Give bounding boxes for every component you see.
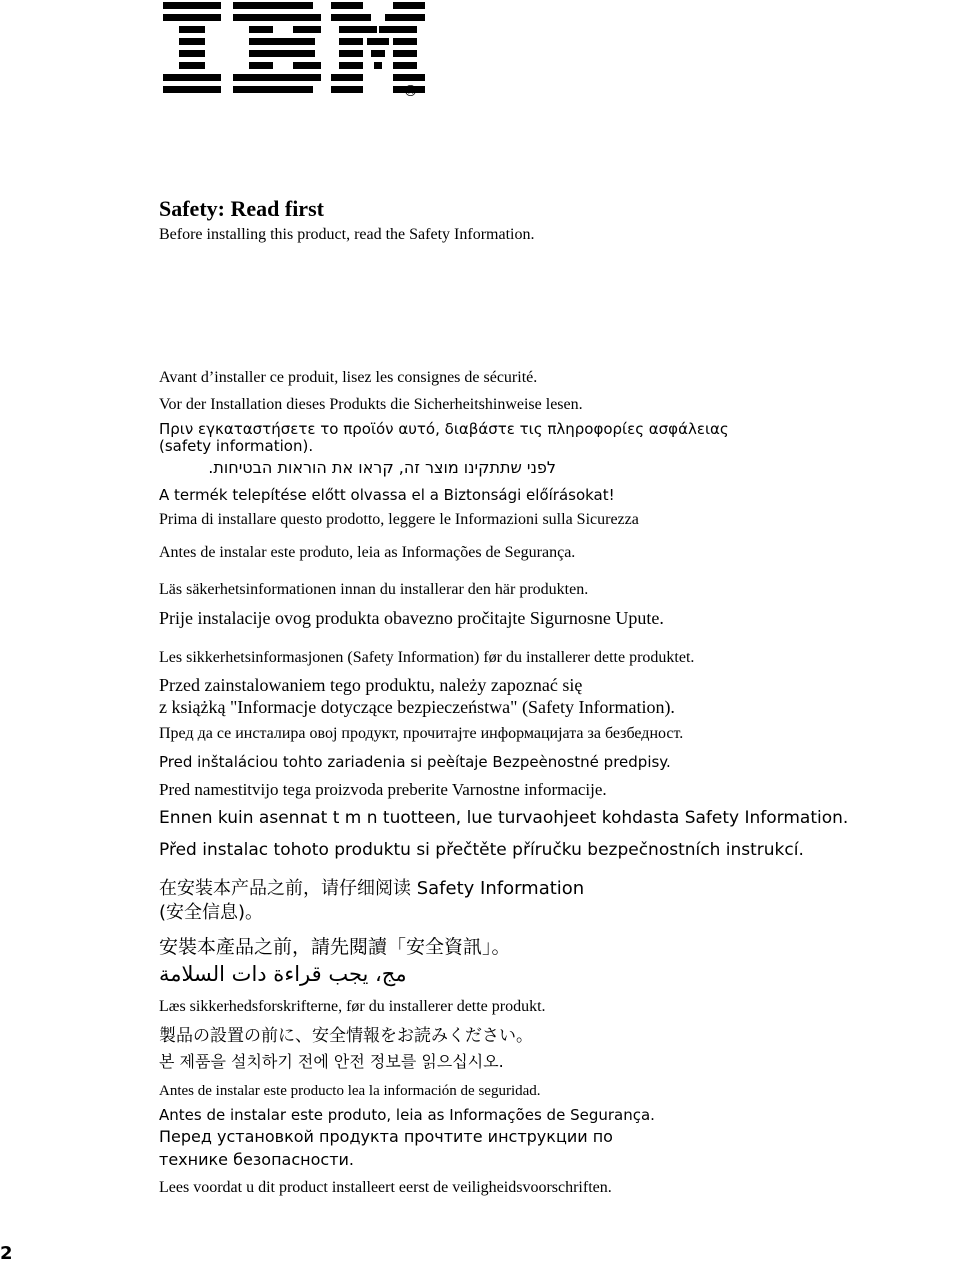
line-french: Avant d’installer ce produit, lisez les consignes de sécurité. xyxy=(159,369,538,386)
page-number: 2 xyxy=(0,1243,13,1264)
line-korean: 본 제품을 설치하기 전에 안전 정보를 읽으십시오. xyxy=(159,1052,504,1071)
line-chinese-traditional: 安裝本產品之前，請先閱讀「安全資訊」。 xyxy=(159,937,511,958)
line-chinese-simplified-cont: (安全信息)。 xyxy=(159,902,264,923)
line-polish-cont: z książką "Informacje dotyczące bezpieczeństwa" (Safety Information). xyxy=(159,697,675,717)
line-macedonian: Пред да се инсталира овој продукт, прочитајте информацијата за безбедност. xyxy=(159,725,684,742)
line-greek-cont: (safety information). xyxy=(159,437,314,455)
line-spanish: Antes de instalar este producto lea la información de seguridad. xyxy=(159,1083,541,1099)
line-finnish: Ennen kuin asennat t m n tuotteen, lue turvaohjeet kohdasta Safety Information. xyxy=(159,808,849,828)
line-japanese: 製品の設置の前に、安全情報をお読みください。 xyxy=(159,1026,533,1046)
line-norwegian: Les sikkerhetsinformasjonen (Safety Information) før du installerer dette produktet. xyxy=(159,649,695,666)
line-swedish: Läs säkerhetsinformationen innan du installerar den här produkten. xyxy=(159,581,589,598)
line-russian: Перед установкой продукта прочтите инструкции по xyxy=(159,1127,613,1146)
line-danish: Læs sikkerhedsforskrifterne, før du installerer dette produkt. xyxy=(159,998,546,1015)
line-czech: Před instalac tohoto produktu si přečtěte příručku bezpečnostních instrukcí. xyxy=(159,840,804,860)
line-russian-cont: технике безопасности. xyxy=(159,1150,355,1169)
registered-trademark: ® xyxy=(403,82,418,100)
line-slovak: Pred inštaláciou tohto zariadenia si peèítaje Bezpeènostné predpisy. xyxy=(159,753,671,771)
line-greek: Πριν εγκαταστήσετε το προϊόν αυτό, διαβάστε τις πληροφορίες ασφάλειας xyxy=(159,420,729,438)
line-portuguese-br: Antes de instalar este produto, leia as Informações de Segurança. xyxy=(159,544,576,561)
line-hungarian: A termék telepítése előtt olvassa el a Biztonsági előírásokat! xyxy=(159,486,615,504)
line-hebrew: לפני שתתקינו מוצר זה, קראו את הוראות הבטיחות. xyxy=(208,458,556,477)
line-slovenian: Pred namestitvijo tega proizvoda preberite Varnostne informacije. xyxy=(159,780,607,799)
line-chinese-simplified: 在安装本产品之前，请仔细阅读 Safety Information xyxy=(159,878,585,899)
line-dutch: Lees voordat u dit product installeert eerst de veiligheidsvoorschriften. xyxy=(159,1179,612,1196)
ibm-logo xyxy=(163,2,425,102)
line-polish: Przed zainstalowaniem tego produktu, należy zapoznać się xyxy=(159,675,583,695)
line-italian: Prima di installare questo prodotto, leggere le Informazioni sulla Sicurezza xyxy=(159,511,639,528)
line-portuguese: Antes de instalar este produto, leia as Informações de Segurança. xyxy=(159,1106,655,1124)
line-croatian: Prije instalacije ovog produkta obavezno pročitajte Sigurnosne Upute. xyxy=(159,608,664,628)
line-german: Vor der Installation dieses Produkts die Sicherheitshinweise lesen. xyxy=(159,396,583,413)
subtitle: Before installing this product, read the Safety Information. xyxy=(159,226,535,243)
line-arabic: مج، يجب قراءة دات السلامة xyxy=(159,962,407,986)
page-title: Safety: Read first xyxy=(159,196,324,221)
